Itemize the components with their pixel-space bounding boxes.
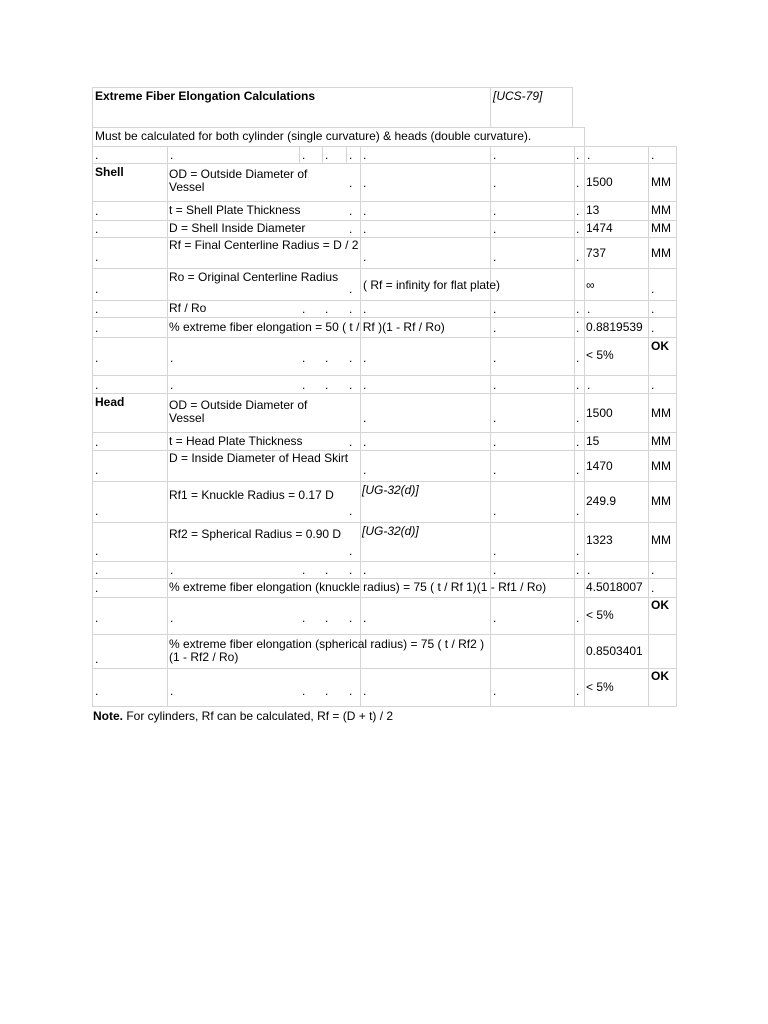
filler-dot: . — [587, 378, 591, 392]
grid-line — [92, 668, 676, 669]
filler-dot: . — [493, 148, 497, 162]
filler-dot: . — [349, 684, 353, 698]
calculation-sheet — [92, 87, 676, 707]
filler-dot: . — [349, 435, 353, 449]
head-rf1-value: 249.9 — [586, 494, 617, 508]
filler-dot: . — [95, 351, 99, 365]
filler-dot: . — [95, 684, 99, 698]
filler-dot: . — [95, 463, 99, 477]
filler-dot: . — [493, 378, 497, 392]
shell-elongation-label: % extreme fiber elongation = 50 ( t / Rf )(1 - Rf / Ro) — [169, 320, 445, 334]
filler-dot: . — [349, 611, 353, 625]
grid-line — [92, 87, 572, 88]
filler-dot: . — [493, 204, 497, 218]
filler-dot: . — [493, 684, 497, 698]
filler-dot: . — [363, 684, 367, 698]
filler-dot: . — [576, 411, 580, 425]
filler-dot: . — [651, 378, 655, 392]
filler-dot: . — [576, 544, 580, 558]
filler-dot: . — [576, 302, 580, 316]
grid-line — [92, 706, 676, 707]
filler-dot: . — [651, 321, 655, 335]
head-rf1-reference: [UG-32(d)] — [362, 483, 419, 497]
filler-dot: . — [349, 302, 353, 316]
shell-d-value: 1474 — [586, 221, 613, 235]
head-rf1-label: Rf1 = Knuckle Radius = 0.17 D — [169, 488, 334, 502]
filler-dot: . — [95, 504, 99, 518]
head-rf2-unit: MM — [651, 533, 671, 547]
filler-dot: . — [170, 684, 174, 698]
filler-dot: . — [576, 148, 580, 162]
head-knuckle-elongation-value: 4.5018007 — [586, 580, 643, 594]
filler-dot: . — [576, 222, 580, 236]
filler-dot: . — [363, 222, 367, 236]
filler-dot: . — [302, 302, 306, 316]
filler-dot: . — [349, 378, 353, 392]
filler-dot: . — [493, 351, 497, 365]
head-rf2-reference: [UG-32(d)] — [362, 524, 419, 538]
filler-dot: . — [349, 563, 353, 577]
filler-dot: . — [302, 351, 306, 365]
shell-d-label: D = Shell Inside Diameter — [169, 221, 306, 235]
filler-dot: . — [493, 222, 497, 236]
filler-dot: . — [95, 652, 99, 666]
filler-dot: . — [493, 176, 497, 190]
filler-dot: . — [95, 148, 99, 162]
filler-dot: . — [363, 148, 367, 162]
grid-line — [322, 146, 323, 163]
grid-line — [92, 146, 676, 147]
filler-dot: . — [576, 435, 580, 449]
filler-dot: . — [302, 684, 306, 698]
shell-t-label: t = Shell Plate Thickness — [169, 203, 301, 217]
filler-dot: . — [587, 148, 591, 162]
head-rf2-value: 1323 — [586, 533, 613, 547]
grid-line — [584, 127, 585, 146]
filler-dot: . — [587, 563, 591, 577]
filler-dot: . — [651, 581, 655, 595]
filler-dot: . — [493, 504, 497, 518]
shell-d-unit: MM — [651, 221, 671, 235]
grid-line — [92, 597, 676, 598]
filler-dot: . — [349, 504, 353, 518]
filler-dot: . — [349, 176, 353, 190]
grid-line — [92, 393, 676, 394]
grid-line — [648, 146, 649, 707]
filler-dot: . — [95, 563, 99, 577]
section-label-shell: Shell — [95, 165, 124, 179]
filler-dot: . — [325, 563, 329, 577]
head-spherical-limit: < 5% — [586, 680, 614, 694]
shell-ro-label: Ro = Original Centerline Radius — [169, 270, 339, 284]
filler-dot: . — [325, 302, 329, 316]
filler-dot: . — [325, 148, 329, 162]
grid-line — [360, 146, 361, 707]
filler-dot: . — [576, 250, 580, 264]
filler-dot: . — [576, 563, 580, 577]
grid-line — [490, 146, 491, 707]
filler-dot: . — [95, 302, 99, 316]
head-spherical-status-ok: OK — [651, 669, 669, 683]
filler-dot: . — [302, 563, 306, 577]
head-d-label: D = Inside Diameter of Head Skirt — [169, 451, 349, 465]
filler-dot: . — [325, 378, 329, 392]
head-knuckle-elongation-label: % extreme fiber elongation (knuckle radius) = 75 ( t / Rf 1)(1 - Rf1 / Ro) — [169, 580, 547, 594]
shell-od-unit: MM — [651, 175, 671, 189]
filler-dot: . — [363, 563, 367, 577]
filler-dot: . — [493, 411, 497, 425]
filler-dot: . — [576, 684, 580, 698]
head-d-value: 1470 — [586, 459, 613, 473]
shell-rf-value: 737 — [586, 246, 607, 260]
shell-t-value: 13 — [586, 203, 600, 217]
filler-dot: . — [363, 463, 367, 477]
filler-dot: . — [493, 563, 497, 577]
head-t-label: t = Head Plate Thickness — [169, 434, 303, 448]
footnote-text: For cylinders, Rf can be calculated, Rf = (D + t) / 2 — [123, 709, 394, 723]
filler-dot: . — [95, 544, 99, 558]
grid-line — [92, 337, 676, 338]
filler-dot: . — [363, 302, 367, 316]
filler-dot: . — [576, 504, 580, 518]
filler-dot: . — [325, 611, 329, 625]
sheet-title: Extreme Fiber Elongation Calculations — [95, 89, 316, 103]
filler-dot: . — [95, 581, 99, 595]
sheet-subtitle: Must be calculated for both cylinder (single curvature) & heads (double curvature). — [95, 129, 532, 143]
shell-elongation-value: 0.8819539 — [586, 320, 643, 334]
filler-dot: . — [325, 684, 329, 698]
grid-line — [92, 481, 676, 482]
filler-dot: . — [95, 222, 99, 236]
footnote — [93, 709, 393, 723]
filler-dot: . — [576, 204, 580, 218]
head-spherical-elongation-label: % extreme fiber elongation (spherical radius) = 75 ( t / Rf2 )(1 - Rf2 / Ro) — [169, 637, 485, 664]
shell-limit: < 5% — [586, 348, 614, 362]
shell-t-unit: MM — [651, 203, 671, 217]
grid-line — [92, 268, 676, 269]
filler-dot: . — [651, 563, 655, 577]
filler-dot: . — [363, 204, 367, 218]
code-reference: [UCS-79] — [493, 89, 543, 103]
head-od-label: OD = Outside Diameter of Vessel — [169, 398, 308, 425]
grid-line — [92, 201, 676, 202]
filler-dot: . — [95, 204, 99, 218]
head-d-unit: MM — [651, 459, 671, 473]
section-label-head: Head — [95, 395, 125, 409]
grid-line — [92, 163, 676, 164]
grid-line — [92, 127, 584, 128]
shell-ro-value: ∞ — [586, 278, 595, 292]
filler-dot: . — [587, 302, 591, 316]
filler-dot: . — [349, 351, 353, 365]
filler-dot: . — [302, 611, 306, 625]
filler-dot: . — [95, 250, 99, 264]
grid-line — [584, 146, 585, 707]
filler-dot: . — [170, 351, 174, 365]
shell-status-ok: OK — [651, 339, 669, 353]
shell-od-value: 1500 — [586, 175, 613, 189]
filler-dot: . — [95, 282, 99, 296]
head-od-unit: MM — [651, 406, 671, 420]
filler-dot: . — [325, 351, 329, 365]
grid-line — [92, 634, 676, 635]
grid-line — [490, 87, 491, 127]
shell-rfro-label: Rf / Ro — [169, 301, 207, 315]
filler-dot: . — [95, 378, 99, 392]
filler-dot: . — [493, 544, 497, 558]
grid-line — [92, 317, 676, 318]
grid-line — [92, 432, 676, 433]
filler-dot: . — [349, 148, 353, 162]
head-spherical-elongation-value: 0.8503401 — [586, 644, 643, 658]
filler-dot: . — [349, 222, 353, 236]
grid-line — [299, 146, 300, 163]
filler-dot: . — [363, 411, 367, 425]
filler-dot: . — [576, 351, 580, 365]
filler-dot: . — [363, 351, 367, 365]
filler-dot: . — [349, 282, 353, 296]
filler-dot: . — [349, 544, 353, 558]
filler-dot: . — [493, 611, 497, 625]
grid-line — [92, 522, 676, 523]
filler-dot: . — [170, 611, 174, 625]
head-rf1-unit: MM — [651, 494, 671, 508]
head-t-value: 15 — [586, 434, 600, 448]
filler-dot: . — [493, 435, 497, 449]
filler-dot: . — [95, 321, 99, 335]
filler-dot: . — [651, 148, 655, 162]
filler-dot: . — [576, 321, 580, 335]
filler-dot: . — [493, 302, 497, 316]
grid-line — [676, 146, 677, 707]
filler-dot: . — [493, 250, 497, 264]
filler-dot: . — [651, 302, 655, 316]
filler-dot: . — [349, 204, 353, 218]
filler-dot: . — [95, 611, 99, 625]
filler-dot: . — [493, 463, 497, 477]
grid-line — [572, 87, 573, 127]
grid-line — [574, 146, 575, 707]
head-knuckle-status-ok: OK — [651, 598, 669, 612]
filler-dot: . — [95, 435, 99, 449]
filler-dot: . — [363, 250, 367, 264]
grid-line — [167, 146, 168, 707]
filler-dot: . — [363, 176, 367, 190]
grid-line — [346, 146, 347, 163]
filler-dot: . — [170, 148, 174, 162]
shell-rf-unit: MM — [651, 246, 671, 260]
filler-dot: . — [363, 611, 367, 625]
shell-rf-label: Rf = Final Centerline Radius = D / 2 — [169, 238, 359, 252]
head-od-value: 1500 — [586, 406, 613, 420]
filler-dot: . — [576, 378, 580, 392]
filler-dot: . — [493, 321, 497, 335]
grid-line — [92, 375, 676, 376]
filler-dot: . — [302, 378, 306, 392]
grid-line — [92, 578, 676, 579]
footnote-label: Note. — [93, 709, 123, 723]
shell-ro-note: ( Rf = infinity for flat plate) — [363, 278, 501, 292]
filler-dot: . — [651, 282, 655, 296]
grid-line — [92, 561, 676, 562]
shell-od-label: OD = Outside Diameter of Vessel — [169, 167, 308, 194]
filler-dot: . — [576, 611, 580, 625]
filler-dot: . — [170, 563, 174, 577]
filler-dot: . — [363, 378, 367, 392]
filler-dot: . — [170, 378, 174, 392]
filler-dot: . — [576, 176, 580, 190]
head-t-unit: MM — [651, 434, 671, 448]
filler-dot: . — [363, 435, 367, 449]
grid-line — [92, 87, 93, 707]
head-rf2-label: Rf2 = Spherical Radius = 0.90 D — [169, 527, 342, 541]
filler-dot: . — [576, 463, 580, 477]
head-knuckle-limit: < 5% — [586, 608, 614, 622]
filler-dot: . — [302, 148, 306, 162]
